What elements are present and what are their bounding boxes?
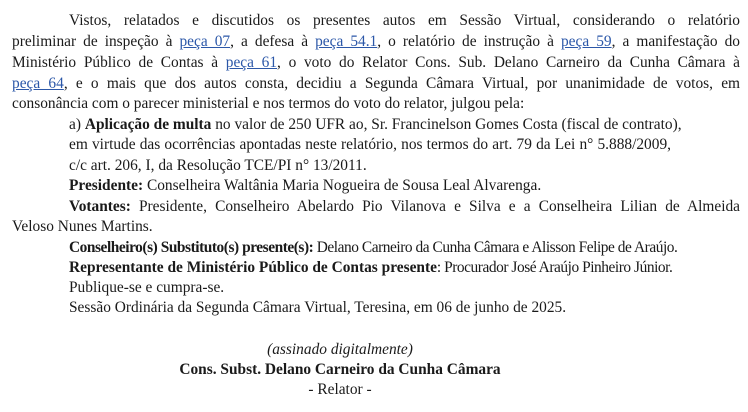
item-a-line-2: em virtude das ocorrências apontadas neste relatório, nos termos do art. 79 da Lei n° 5.888/2009, <box>69 136 671 153</box>
votantes-line-1: Votantes: Presidente, Conselheiro Abelardo Pio Vilanova e Silva e a Conselheira Lilian de Almeida <box>69 198 740 215</box>
votantes-line-2: Veloso Nunes Martins. <box>12 218 153 235</box>
mpc-label: Representante de Ministério Público de Contas presente <box>69 259 437 276</box>
votantes-label: Votantes: <box>69 198 131 215</box>
substitutos-line <box>69 238 677 258</box>
paragraph-line-5: consonância com o parecer ministerial e nos termos do voto do relator, julgou pela: <box>12 95 525 112</box>
paragraph-line-4: peça 64, e o mais que dos autos consta, decidiu a Segunda Câmara Virtual, por unanimidade de votos, em <box>12 75 741 92</box>
mpc-value: : Procurador José Araújo Pinheiro Júnior. <box>436 259 673 276</box>
link-peca-59[interactable]: peça 59 <box>560 33 612 50</box>
publique-line: Publique-se e cumpra-se. <box>69 279 225 296</box>
signature-role: - Relator - <box>308 381 372 398</box>
presidente-line <box>69 176 541 196</box>
presidente-value: Conselheira Waltânia Maria Nogueira de Sousa Leal Alvarenga. <box>146 177 542 194</box>
substitutos-value: Delano Carneiro da Cunha Câmara e Alisson Felipe de Araújo. <box>316 239 678 256</box>
item-a-line-1: a) Aplicação de multa no valor de 250 UFR ao, Sr. Francinelson Gomes Costa (fiscal de contrato), <box>69 116 682 133</box>
mpc-line <box>69 258 672 278</box>
signature-name: Cons. Subst. Delano Carneiro da Cunha Câmara <box>179 361 501 378</box>
presidente-label: Presidente: <box>69 177 144 194</box>
intro-text: Vistos, relatados e discutidos os presentes autos em Sessão Virtual, considerando o relatório <box>69 12 740 29</box>
link-peca-61[interactable]: peça 61 <box>225 54 278 71</box>
signature-note: (assinado digitalmente) <box>267 341 413 358</box>
item-a-line-3: c/c art. 206, I, da Resolução TCE/PI n° 13/2011. <box>69 157 367 174</box>
link-peca-54-1[interactable]: peça 54.1 <box>315 33 378 50</box>
sessao-line: Sessão Ordinária da Segunda Câmara Virtual, Teresina, em 06 de junho de 2025. <box>69 299 567 316</box>
link-peca-64[interactable]: peça 64 <box>12 75 64 92</box>
paragraph-line-3: Ministério Público de Contas à peça 61, o voto do Relator Cons. Sub. Delano Carneiro da Cunha Câmara à <box>12 54 740 71</box>
substitutos-label: Conselheiro(s) Substituto(s) presente(s): <box>69 239 314 256</box>
paragraph-line-2: preliminar de inspeção à peça 07, a defesa à peça 54.1, o relatório de instrução à peça 59, a manifestação do <box>12 33 740 50</box>
item-a-bold: Aplicação de multa <box>84 116 212 133</box>
paragraph-line-1 <box>12 11 740 31</box>
link-peca-07[interactable]: peça 07 <box>179 33 231 50</box>
